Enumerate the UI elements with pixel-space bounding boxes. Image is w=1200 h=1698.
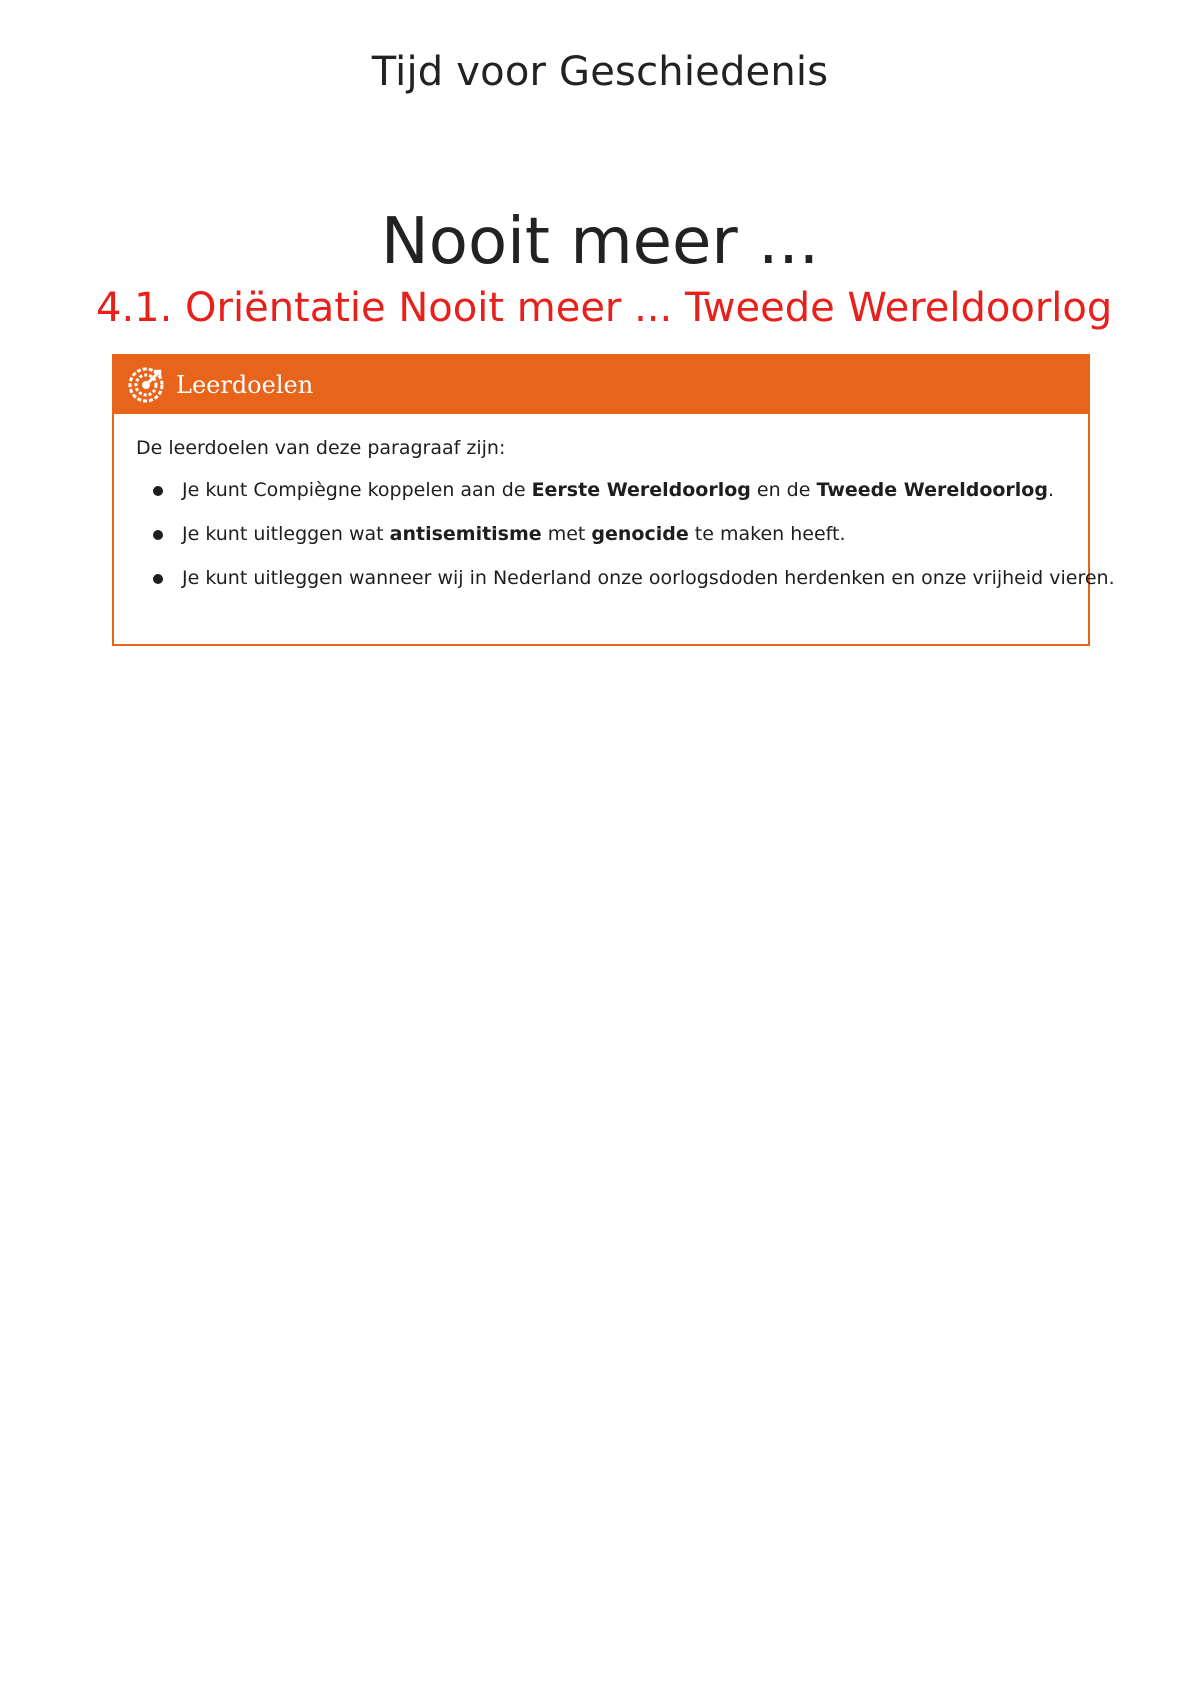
chapter-title: Nooit meer ... xyxy=(380,205,820,279)
learning-goal-text: Je kunt Compiègne koppelen aan de xyxy=(182,479,532,501)
key-term: genocide xyxy=(591,523,689,545)
learning-goal-text: . xyxy=(1047,479,1055,501)
key-term: Eerste Wereldoorlog xyxy=(531,479,751,501)
learning-goal-item xyxy=(136,520,1066,548)
learning-goal-item xyxy=(136,564,1115,592)
learning-goal-text: en de xyxy=(750,479,817,501)
learning-goal-text: met xyxy=(541,523,592,545)
target-icon xyxy=(128,367,164,403)
bullet-icon xyxy=(153,486,163,496)
book-title: Tijd voor Geschiedenis xyxy=(371,49,829,95)
bullet-icon xyxy=(153,530,163,540)
learning-goal-item xyxy=(136,476,1066,504)
section-title: 4.1. Oriëntatie Nooit meer ... Tweede Wereldoorlog xyxy=(96,285,1113,331)
learning-goal-text: te maken heeft. xyxy=(688,523,846,545)
learning-goal-text: Je kunt uitleggen wat xyxy=(182,523,390,545)
learning-goals-list xyxy=(136,476,1115,592)
learning-goals-body xyxy=(114,414,1115,592)
key-term: Tweede Wereldoorlog xyxy=(816,479,1048,501)
learning-goals-title: Leerdoelen xyxy=(176,371,314,399)
learning-goals-intro: De leerdoelen van deze paragraaf zijn: xyxy=(136,437,506,459)
learning-goal-text: Je kunt uitleggen wanneer wij in Nederland onze oorlogsdoden herdenken en onze vrijheid vieren. xyxy=(182,567,1115,589)
key-term: antisemitisme xyxy=(389,523,542,545)
bullet-icon xyxy=(153,574,163,584)
learning-goals-box xyxy=(112,354,1115,646)
learning-goals-header xyxy=(114,356,1088,414)
